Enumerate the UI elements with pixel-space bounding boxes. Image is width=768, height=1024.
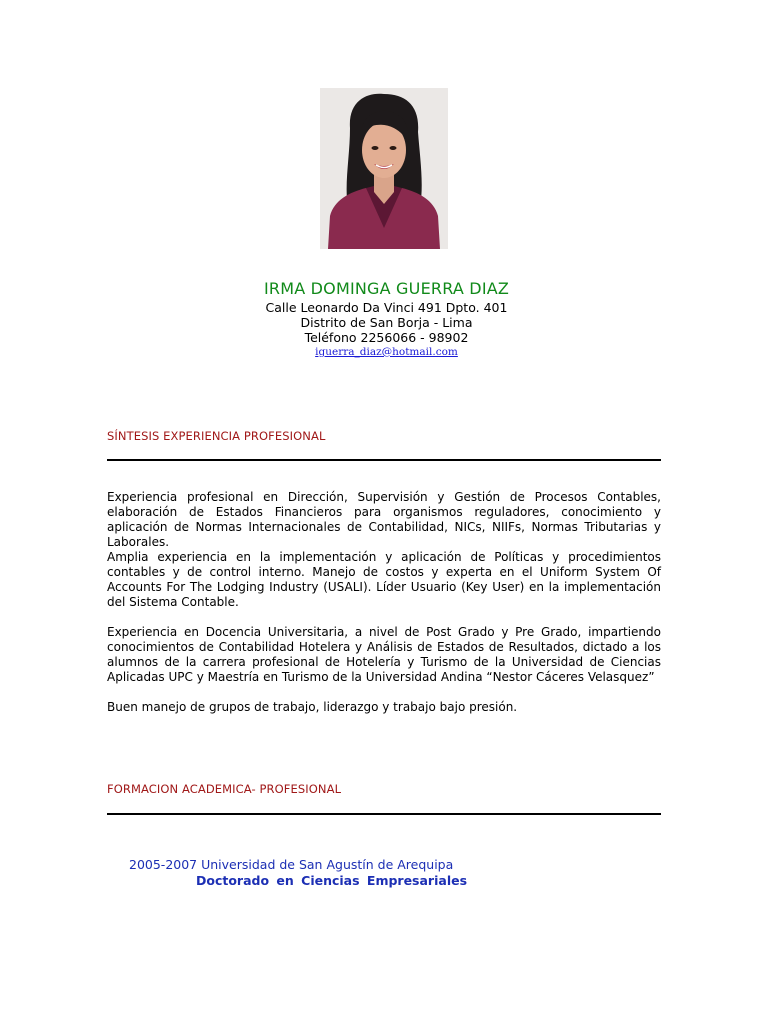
experience-divider [107, 459, 661, 461]
candidate-name: IRMA DOMINGA GUERRA DIAZ [263, 279, 510, 298]
profile-photo [320, 88, 448, 249]
phone-number: Teléfono 2256066 - 98902 [304, 330, 469, 345]
address-line-1: Calle Leonardo Da Vinci 491 Dpto. 401 [265, 300, 508, 315]
contact-header [0, 279, 768, 360]
experience-paragraph: Experiencia profesional en Dirección, Supervisión y Gestión de Procesos Contables, elaboración de Estados Financieros para organismos reguladores, conocimiento y aplicación de Normas Internacionales de Contabilidad, NICs, NIIFs, Normas Tributarias y Laborales. [107, 490, 661, 549]
education-divider [107, 813, 661, 815]
education-entry-institution: 2005-2007 Universidad de San Agustín de Arequipa [129, 857, 454, 872]
email-link[interactable]: iguerra_diaz@hotmail.com [315, 346, 458, 358]
experience-paragraph: Buen manejo de grupos de trabajo, liderazgo y trabajo bajo presión. [107, 700, 518, 714]
address-line-2: Distrito de San Borja - Lima [300, 315, 473, 330]
experience-section-title: SÍNTESIS EXPERIENCIA PROFESIONAL [107, 429, 326, 443]
experience-paragraph: Amplia experiencia en la implementación y aplicación de Políticas y procedimientos contables y de control interno. Manejo de costos y experta en el Uniform System Of Accounts For The Lodging Industry (USALI). Líder Usuario (Key User) en la implementación del Sistema Contable. [107, 550, 661, 609]
education-entry-degree: Doctorado en Ciencias Empresariales [196, 873, 468, 888]
education-section-title: FORMACION ACADEMICA- PROFESIONAL [107, 782, 342, 796]
experience-body [107, 490, 661, 715]
experience-paragraph: Experiencia en Docencia Universitaria, a nivel de Post Grado y Pre Grado, impartiendo conocimientos de Contabilidad Hotelera y Análisis de Estados de Resultados, dictado a los alumnos de la carrera profesional de Hotelería y Turismo de la Universidad de Ciencias Aplicadas UPC y Maestría en Turismo de la Universidad Andina “Nestor Cáceres Velasquez” [107, 625, 661, 684]
